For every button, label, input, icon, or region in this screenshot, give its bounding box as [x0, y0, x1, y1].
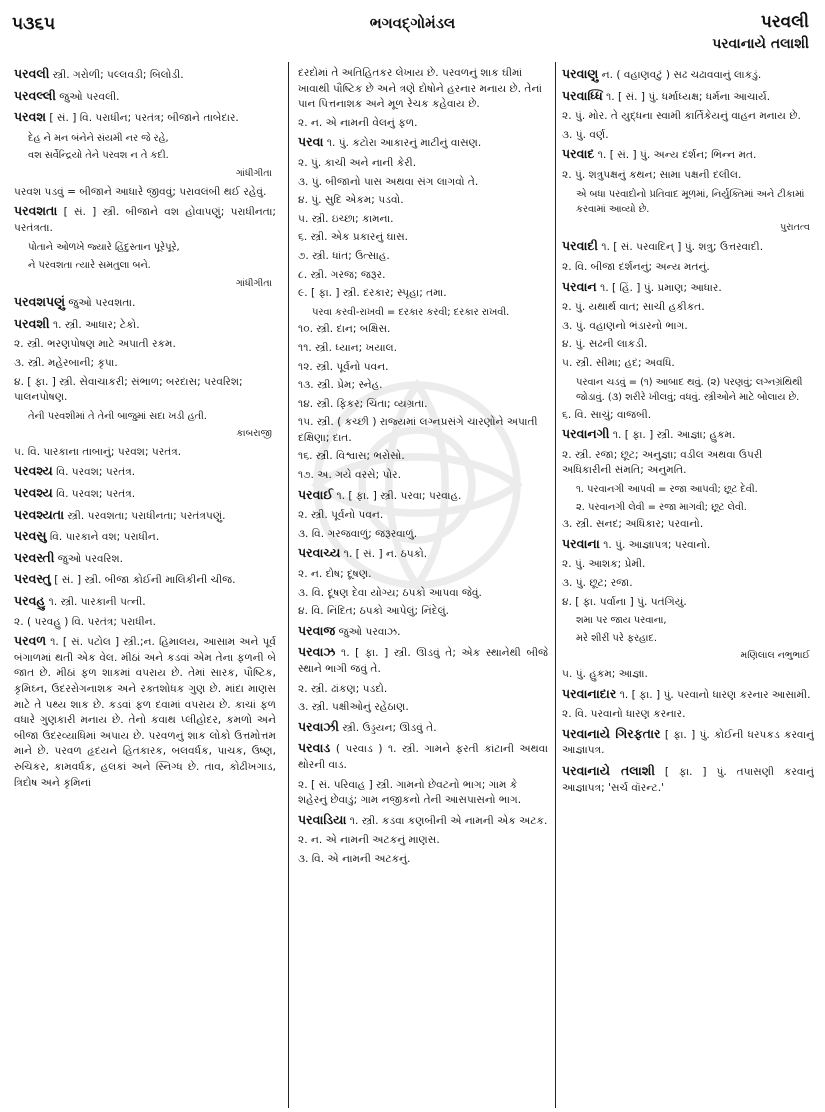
example-quote: ૧. પરવાનગી આપવી = રજા આપવી; છૂટ દેવી.	[576, 484, 758, 496]
entry-headword: પરવાડિયા	[298, 811, 347, 827]
dictionary-entry	[298, 545, 548, 563]
entry-definition: ૩. પું. વર્ણ.	[562, 128, 609, 141]
entry-sense	[298, 682, 548, 698]
entry-headword: પરવાન	[562, 278, 597, 294]
entry-definition: વિ. પરવશ; પરતંત્ર.	[56, 488, 136, 501]
entry-headword: પરવાચ્ય	[298, 545, 341, 561]
column-divider	[288, 62, 289, 1108]
entry-definition: જુઓ પરવલી.	[59, 90, 120, 103]
dictionary-entry	[298, 644, 548, 677]
entry-definition: ૩. વિ. એ નામની અટકનું.	[298, 852, 411, 865]
entry-sense	[298, 156, 548, 172]
entry-headword: પરવસુ	[14, 528, 47, 544]
entry-sense	[562, 168, 814, 184]
entry-definition: ૨. સ્ત્રી. ઢાંકણ; પડદો.	[298, 682, 388, 695]
entry-definition: સ્ત્રી. ઉડ્ડયન; ઊડવું તે.	[342, 721, 437, 734]
entry-sense	[562, 300, 814, 316]
dictionary-entry	[14, 571, 276, 589]
dictionary-entry	[562, 536, 814, 554]
entry-sense	[298, 833, 548, 849]
entry-definition: ૪. વિ. નિંદિત; ઠપકો આપેલું; નિંદેલું.	[298, 605, 450, 618]
entry-definition: [ સં. ] સ્ત્રી. બીજાને વશ હોવાપણું; પરાધીનતા; પરતંત્રતા.	[14, 206, 276, 234]
dictionary-entry	[14, 507, 276, 525]
dictionary-entry	[562, 238, 814, 256]
entry-definition: ૧. [ હિં. ] પું. પ્રમાણ; આધાર.	[600, 281, 722, 294]
entry-sense	[298, 527, 548, 543]
entry-sense	[298, 175, 548, 191]
dictionary-entry	[562, 726, 814, 759]
entry-definition: ૨. વિ. બીજા દર્શનનું; અન્ય મતનું.	[562, 260, 710, 273]
entry-sense	[14, 337, 276, 353]
entry-definition: ૫. સ્ત્રી. સીમા; હદ; અવધિ.	[562, 356, 675, 369]
entry-sense	[298, 415, 548, 446]
entry-sense	[298, 778, 548, 809]
entry-sense	[562, 517, 814, 533]
page-header	[0, 0, 825, 62]
entry-headword: પરવાઝ	[298, 644, 336, 660]
entry-definition: ૧૦. સ્ત્રી. દાન; બક્ષિસ.	[298, 323, 391, 336]
entry-definition: ૧૨. સ્ત્રી. પૂર્વનો પવન.	[298, 360, 389, 373]
entry-definition: ન. ( વહાણવટું ) સઢ ચઢાવવાનું લાકડું.	[601, 69, 762, 81]
entry-definition: ૬. વિ. સાચું; વાજબી.	[562, 408, 652, 421]
entry-headword: પરવસ્તુ	[14, 571, 51, 587]
entry-definition: ૨. પું. મોર. તે યુદ્ધના સ્વામી કાર્તિકેયનું વાહન મનાય છે.	[562, 110, 801, 123]
entry-sense	[14, 445, 276, 461]
entry-sense	[562, 576, 814, 592]
dictionary-entry	[14, 88, 276, 106]
entry-definition: ૧૭. અ. ગયે વરસે; પોર.	[298, 469, 401, 482]
entry-sense	[298, 268, 548, 284]
citation-source: ગાંધીગીતા	[235, 277, 272, 289]
entry-definition: ૨. ( પરવહુ ) વિ. પરતંત્ર; પરાધીન.	[14, 615, 156, 628]
entry-definition: ૨. [ સં. પરિવાહ ] સ્ત્રી. ગામનો છેવટનો ભાગ; ગામ કે શહેરનું છેવાડું; ગામ નજીકનો તેની આસપાસનો ભાગ.	[298, 778, 522, 807]
entry-sense	[298, 230, 548, 246]
example-quote: ને પરવશતા ત્યારે સમતુલા બને.	[28, 259, 151, 271]
entry-definition: ૨. સ્ત્રી. રજા; છૂટ; અનુજ્ઞા; વડીલ અથવા ઉપરી અધિકારીની સંમતિ; અનુમતિ.	[562, 448, 763, 477]
entry-definition: ૧. [ ફા. ] પું. પરવાનો ધારણ કરનાર આસામી.	[619, 688, 811, 701]
entry-definition: ૫. પું. હુકમ; આજ્ઞા.	[562, 668, 648, 680]
entry-definition: ૬. સ્ત્રી. એક પ્રકારનું ઘાસ.	[298, 231, 409, 244]
dictionary-entry	[14, 550, 276, 568]
entry-sense	[298, 468, 548, 484]
dictionary-entry	[562, 88, 814, 106]
entry-definition: ૫. વિ. પારકાના તાબાનું; પરવશ; પરતંત્ર.	[14, 445, 182, 458]
entry-headword: પરવલી	[14, 66, 50, 81]
guide-word-first: પરવલી	[760, 12, 809, 32]
entry-definition: ૧૫. સ્ત્રી. ( કચ્છી ) રાજ્યમાં લગ્નપ્રસંગે ચારણોને અપાતી દક્ષિણા; દાત.	[298, 416, 538, 444]
entry-sense	[298, 341, 548, 357]
entry-sense	[298, 66, 548, 113]
dictionary-entry	[298, 740, 548, 773]
dictionary-entry	[14, 109, 276, 127]
example-quote: ૨. પરવાનગી લેવી = રજા માગવી; છૂટ લેવી.	[576, 501, 747, 513]
entry-headword: પરવશપણું	[14, 294, 66, 310]
entry-definition: ૨. પું. શત્રુપક્ષનું કથન; સામા પક્ષની દલીલ.	[562, 168, 742, 181]
entry-sense	[298, 286, 548, 302]
entry-definition: જુઓ પરવરિશ.	[57, 552, 124, 565]
entry-sense	[298, 567, 548, 583]
entry-sense	[562, 448, 814, 479]
entry-definition: ૩. વિ. દૂષણ દેવા યોગ્ય; ઠપકો આપવા જેવું.	[298, 586, 482, 599]
entry-sense	[562, 707, 814, 723]
guide-word-last: પરવાનાયે તલાશી	[712, 36, 809, 52]
entry-sense	[298, 249, 548, 265]
entry-definition: ૧. પું. આજ્ઞાપત્ર; પરવાનો.	[603, 538, 711, 551]
entry-sense	[298, 322, 548, 338]
dictionary-entry	[14, 633, 276, 791]
entry-sense	[298, 700, 548, 716]
dictionary-entry	[14, 485, 276, 503]
citation-source: મણિલાલ નભુભાઈ	[740, 650, 810, 662]
dictionary-entry	[298, 134, 548, 152]
entry-definition: ૨. સ્ત્રી. પૂર્વનો પવન.	[298, 509, 384, 522]
entry-sense	[562, 337, 814, 353]
entry-definition: ૮. સ્ત્રી. ગરજ; જરૂર.	[298, 268, 386, 281]
entry-definition: ૩. પું. વહાણનો ભંડારનો ભાગ.	[562, 319, 688, 332]
entry-headword: પરવાનાયે તલાશી	[562, 762, 655, 778]
entry-headword: પરવશી	[14, 315, 50, 331]
entry-headword: પરવાડ	[298, 740, 331, 756]
entry-sense	[298, 449, 548, 465]
entry-sense	[562, 408, 814, 424]
dictionary-column-1	[14, 66, 276, 1106]
dictionary-entry	[14, 528, 276, 546]
entry-sense	[14, 356, 276, 372]
entry-definition: ૧૧. સ્ત્રી. ધ્યાન; ખયાલ.	[298, 341, 397, 354]
example-quote: વશ સર્વેન્દ્રિયો તેને પરવશ ન તે કદી.	[28, 150, 169, 162]
entry-headword: પરવળ	[14, 633, 47, 649]
dictionary-entry	[562, 763, 814, 796]
column-divider	[555, 62, 556, 1108]
entry-definition: દરદોમાં તે અતિહિતકર લેખાય છે. પરવળનું શાક ઘીમાં ખાવાથી પૌષ્ટિક છે અને ત્રણે દોષોને હરનાર મનાય છે. તેનાં પાન પિત્તનાશક અને મૂળ રેચક કહેવાય છે.	[298, 67, 542, 111]
entry-definition: ૧. [ સં. ] પું. અન્ય દર્શન; ભિન્ન મત.	[597, 149, 757, 162]
entry-definition: ૯. [ ફા. ] સ્ત્રી. દરકાર; સ્પૃહા; તમા.	[298, 287, 447, 300]
entry-definition: સ્ત્રી. ગરોળી; પલ્લવડી; બિલોડી.	[52, 69, 184, 81]
example-quote: દેહ ને મન બંનેને સંયમી નર જે રહે,	[28, 132, 169, 144]
dictionary-column-3	[562, 66, 814, 1106]
entry-definition: [ ફા. ] પું. કોઈની ધરપકડ કરવાનું આજ્ઞાપત્ર.	[562, 728, 814, 757]
entry-headword: પરવાનાદાર	[562, 685, 617, 701]
entry-sense	[562, 128, 814, 144]
entry-headword: પરવાઝી	[298, 718, 339, 734]
entry-definition: ૩. સ્ત્રી. મહેરબાની; કૃપા.	[14, 356, 118, 369]
citation-source: ગાંધીગીતા	[235, 167, 272, 179]
dictionary-entry	[562, 146, 814, 164]
entry-definition: ૩. પું. બીજાનો પાસ અથવા સંગ લાગવો તે.	[298, 175, 479, 188]
entry-definition: ૧૬. સ્ત્રી. વિશ્વાસ; ભરોસો.	[298, 450, 405, 463]
entry-definition: ૧૩. સ્ત્રી. પ્રેમ; સ્નેહ.	[298, 379, 383, 392]
entry-headword: પરવશ્ય	[14, 485, 53, 501]
entry-sense	[298, 852, 548, 868]
entry-sense	[14, 615, 276, 631]
entry-definition: [ સં. ] સ્ત્રી. બીજા કોઈની માલિકીની ચીજ.	[54, 574, 236, 587]
dictionary-entry	[562, 686, 814, 704]
entry-definition: ૫. સ્ત્રી. ઇચ્છા; કામના.	[298, 212, 394, 225]
entry-definition: ૨. પું. કાચી અને નાની કેરી.	[298, 156, 417, 169]
entry-definition: ૩. સ્ત્રી. પક્ષીઓનું રહેઠાણ.	[298, 701, 409, 714]
entry-sense	[562, 595, 814, 611]
entry-definition: [ ફા. ] પું. તપાસણી કરવાનું આજ્ઞાપત્ર; 'સર્ચ વૉરન્ટ.'	[562, 765, 814, 794]
entry-sense	[562, 557, 814, 573]
dictionary-entry	[298, 719, 548, 737]
entry-headword: પરવાધ્ધિ	[562, 87, 603, 103]
entry-definition: ૧. [ સં. ] ન. ઠપકો.	[343, 548, 428, 561]
entry-definition: ૧. [ ફા. ] સ્ત્રી. આજ્ઞા; હુકમ.	[612, 429, 736, 442]
entry-definition: ૧. [ સં. પરવાદિન્ ] પું. શત્રુ; ઉત્તરવાદી.	[601, 241, 764, 254]
entry-headword: પરવાઈ	[298, 486, 334, 502]
entry-definition: ૩. સ્ત્રી. સનદ; અધિકાર; પરવાનો.	[562, 518, 704, 531]
entry-definition: ( પરવાડ ) ૧. સ્ત્રી. ગામને ફરતી કાંટાની અથવા થોરની વાડ.	[298, 743, 548, 771]
entry-definition: ૨. ન. દોષ; દૂષણ.	[298, 568, 372, 581]
entry-definition: વિ. પરવશ; પરતંત્ર.	[56, 466, 136, 479]
entry-sense	[298, 604, 548, 620]
entry-definition: ૧. પું. કટોરા આકારનું માટીનું વાસણ.	[326, 137, 482, 150]
citation-source: કાબરાજી	[236, 428, 272, 440]
entry-definition: ૪. પું. સઢની લાકડી.	[562, 338, 648, 351]
example-quote: મરે શીરીં પરે ફરહાદ.	[576, 632, 657, 644]
entry-definition: [ સં. ] વિ. પરાધીન; પરતંત્ર; બીજાને તાબેદાર.	[49, 112, 239, 125]
entry-definition: ૪. પું. સુદિ એકમ; પડવો.	[298, 194, 404, 207]
entry-definition: ૧. [ સં. ] પું. ધર્માધ્યક્ષ; ધર્મના આચાર્ય.	[606, 90, 771, 103]
entry-definition: ૧. સ્ત્રી. આધાર; ટેકો.	[52, 318, 140, 331]
entry-headword: પરવશતા	[14, 203, 58, 219]
dictionary-entry	[298, 623, 548, 641]
dictionary-entry	[14, 316, 276, 334]
page-number: ૫૩૬૫	[12, 14, 56, 34]
entry-definition: ૨. સ્ત્રી. ભરણપોષણ માટે અપાતી રકમ.	[14, 338, 176, 351]
entry-sense	[562, 319, 814, 335]
example-quote: પરવા કરવી-રાખવી = દરકાર કરવી; દરકાર રાખવી.	[312, 306, 510, 318]
entry-definition: ૧. [ ફા. ] સ્ત્રી. ઊડવું તે; એક સ્થાનેથી બીજે સ્થાને ભાગી જવું તે.	[298, 647, 548, 675]
entry-definition: ૧. સ્ત્રી. કડવા કણબીની એ નામની એક અટક.	[349, 814, 548, 827]
dictionary-column-2	[298, 66, 548, 1106]
dictionary-entry	[562, 426, 814, 444]
entry-definition: ૧૪. સ્ત્રી. ફિકર; ચિંતા; વ્યગ્રતા.	[298, 397, 428, 410]
entry-sense	[14, 185, 276, 201]
entry-definition: ૨. વિ. પરવાનો ધારણ કરનાર.	[562, 708, 686, 721]
entry-definition: ૧. [ સં. પટોલ ] સ્ત્રી.;ન. હિમાલય, આસામ અને પૂર્વ બંગાળમાં થતી એક વેલ. મીઠાં અને કડવાં એમ તેના ફળની બે જાત છે. મીઠાં ફળ શાકમાં વપરાય છે. તેમાં સારક, પૌષ્ટિક, કૃમિઘ્ન, ઉદરરોગનાશક અને રક્તશોધક ગુણ છે. માંદા માણસ માટે તે પથ્ય શાક છે. કડવાં ફળ દવામાં વપરાય છે. કાચાં ફળ વધારે ગુણકારી મનાય છે. તેનો કવાથ પ્લીહોદર, કમળો અને બીજા ઉદરવ્યાધિમાં અપાય છે. પરવળનું શાક લોકો ઉત્તમોત્તમ માને છે. પરવળ હૃદયને હિતકારક, બલવર્ધક, પાચક, ઉષ્ણ, રુચિકર, કામવર્ધક, હલકાં અને સ્નિગ્ધ છે. તાવ, કોઢીખગાડ, ત્રિદોષ અને કૃમિનાં	[14, 636, 276, 789]
dictionary-entry	[14, 203, 276, 236]
entry-headword: પરવશ્યતા	[14, 506, 65, 522]
entry-sense	[298, 508, 548, 524]
entry-definition: જુઓ પરવાઝ.	[338, 625, 401, 638]
entry-headword: પરવશ	[14, 109, 47, 125]
entry-headword: પરવસ્તી	[14, 549, 55, 565]
book-title: ભગવદ્ગોમંડલ	[369, 14, 456, 32]
example-quote: પરવાન ચડવું = (૧) આબાદ થવું. (૨) પરણવું; લગ્નગ્રંથિથી જોડાવું. (૩) શરીરે ખીલવું; વધવું. સ્ત્રીઓને માટે બોલાય છે.	[576, 376, 803, 404]
entry-definition: ૧. [ ફા. ] સ્ત્રી. પરવા; પરવાહ.	[336, 489, 462, 502]
example-quote: એ બધા પરવાદોનો પ્રતિવાદ મૂળમાં, નિર્યુક્તિમાં અને ટીકામાં કરવામાં આવ્યો છે.	[576, 188, 805, 216]
dictionary-entry	[298, 812, 548, 830]
entry-definition: ૭. સ્ત્રી. ધાંત; ઉત્સાહ.	[298, 249, 390, 262]
citation-source: પુરાતત્વ	[780, 221, 810, 233]
entry-headword: પરવા	[298, 134, 324, 150]
entry-headword: પરવલ્લી	[14, 87, 56, 103]
entry-definition: ૪. [ ફા. પર્વાના ] પું. પતંગિયું.	[562, 595, 687, 608]
entry-definition: ૪. [ ફા. ] સ્ત્રી. સેવાચાકરી; સંભાળ; બરદાસ; પરવરિશ; પાલનપોષણ.	[14, 375, 243, 404]
entry-definition: વિ. પારકાને વશ; પરાધીન.	[49, 531, 160, 544]
entry-definition: પરવશ પડવું = બીજાને આધારે જીવવું; પરાવલંબી થઈ રહેવું.	[14, 185, 267, 198]
dictionary-entry	[14, 463, 276, 481]
entry-headword: પરવાણુ	[562, 66, 599, 81]
entry-headword: પરવાનગી	[562, 426, 610, 442]
entry-headword: પરવહુ	[14, 593, 46, 609]
entry-sense	[562, 260, 814, 276]
entry-sense	[298, 397, 548, 413]
entry-definition: જુઓ પરવશતા.	[68, 297, 136, 310]
dictionary-entry	[14, 593, 276, 611]
entry-headword: પરવાનાયે ગિરફતાર	[562, 725, 661, 741]
entry-definition: ૨. ન. એ નામની વેલનું ફળ.	[298, 116, 418, 129]
entry-definition: ૨. ન. એ નામની અટકનું માણસ.	[298, 834, 440, 847]
entry-headword: પરવાદી	[562, 238, 598, 254]
entry-sense	[298, 586, 548, 602]
dictionary-entry	[14, 66, 276, 84]
example-quote: પોતાને ઓળખે જ્યારે હિંદુસ્તાન પૂરેપૂરે,	[28, 242, 180, 254]
entry-sense	[298, 212, 548, 228]
entry-definition: ૨. પું. આશક; પ્રેમી.	[562, 558, 646, 571]
entry-sense	[562, 667, 814, 683]
dictionary-entry	[562, 66, 814, 84]
entry-sense	[298, 360, 548, 376]
example-quote: તેની પરવશીમાં તે તેની બાજુમાં સદા ખડી હતી.	[28, 410, 207, 422]
entry-definition: ૧. સ્ત્રી. પારકાની પત્ની.	[48, 596, 146, 609]
entry-sense	[298, 193, 548, 209]
entry-definition: ૩. પું. છૂટ; રજા.	[562, 577, 633, 590]
entry-sense	[562, 356, 814, 372]
entry-definition: ૩. વિ. ગરજવાળું; જરૂરવાળું.	[298, 527, 418, 540]
entry-sense	[298, 116, 548, 132]
entry-sense	[562, 109, 814, 125]
entry-headword: પરવાદ	[562, 146, 595, 162]
entry-definition: ૨. પું. યથાર્થ વાત; સાચી હકીકત.	[562, 301, 705, 314]
entry-headword: પરવાજ	[298, 622, 336, 638]
example-quote: શમા પર જાય પરવાના,	[576, 615, 667, 627]
dictionary-entry	[298, 487, 548, 505]
entry-headword: પરવાના	[562, 535, 600, 551]
dictionary-entry	[14, 294, 276, 312]
entry-definition: સ્ત્રી. પરવશતા; પરાધીનતા; પરતંત્રપણું.	[67, 509, 226, 522]
dictionary-entry	[562, 279, 814, 297]
entry-sense	[14, 375, 276, 406]
entry-sense	[298, 378, 548, 394]
entry-headword: પરવશ્ય	[14, 463, 53, 479]
